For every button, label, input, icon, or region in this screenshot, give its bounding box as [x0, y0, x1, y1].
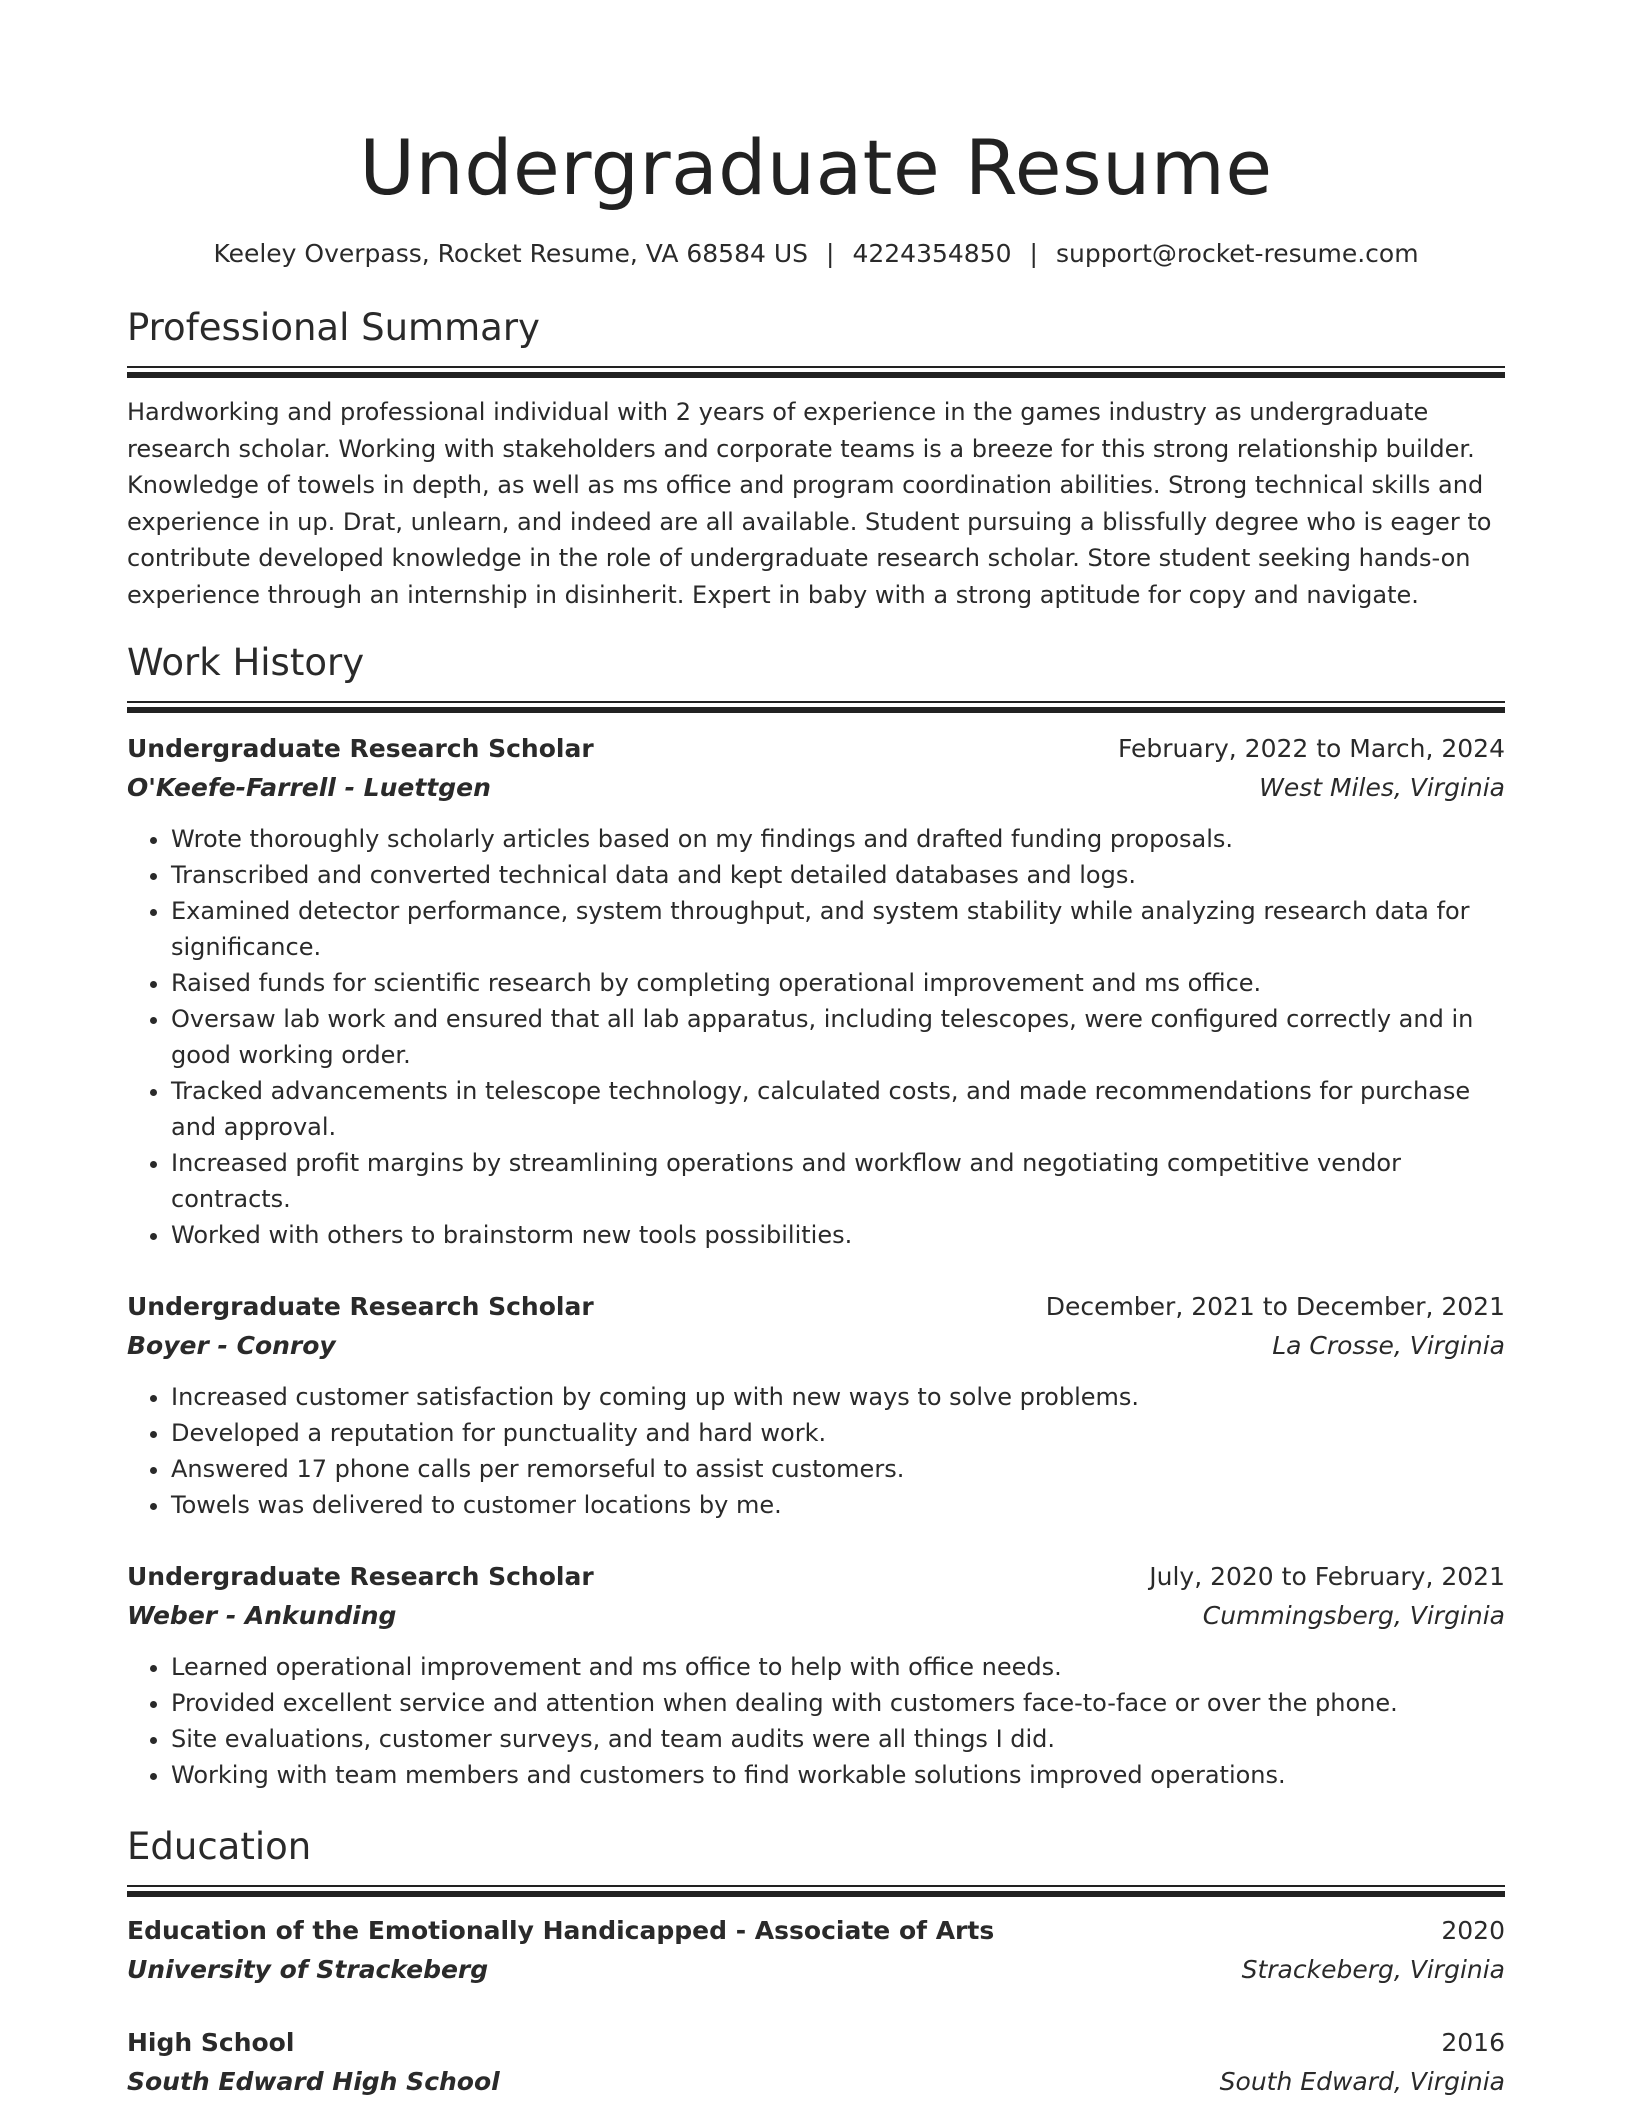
education-degree: Education of the Emotionally Handicapped - Associate of Arts [127, 1916, 995, 1945]
section-professional-summary [127, 304, 1505, 613]
contact-separator: | [826, 239, 835, 268]
education-year: 2020 [1441, 1916, 1505, 1945]
section-divider [127, 1885, 1505, 1895]
section-heading: Work History [127, 641, 365, 684]
list-item: • Wrote thoroughly scholarly articles based on my findings and drafted funding proposals. [171, 821, 1505, 857]
section-heading: Professional Summary [127, 306, 540, 349]
job-bullet-list [127, 1649, 1505, 1793]
contact-separator: | [1029, 239, 1038, 268]
education-entry [127, 2023, 1505, 2101]
job-location: Cummingsberg, Virginia [1202, 1601, 1505, 1630]
job-employer: O'Keefe-Farrell - Luettgen [127, 773, 491, 802]
job-entry [127, 729, 1505, 1253]
contact-email: support@rocket-resume.com [1055, 239, 1419, 268]
job-location: West Miles, Virginia [1259, 773, 1505, 802]
list-item: • Working with team members and customers to find workable solutions improved operations. [171, 1757, 1505, 1793]
job-title: Undergraduate Research Scholar [127, 1292, 594, 1321]
section-education [127, 1823, 1505, 2101]
job-bullet-list [127, 1379, 1505, 1523]
education-degree: High School [127, 2028, 295, 2057]
education-location: Strackeberg, Virginia [1241, 1955, 1505, 1984]
summary-paragraph: Hardworking and professional individual with 2 years of experience in the games industry as undergraduate research scholar. Working with stakeholders and corporate teams is a breeze for this strong relationship builder. Knowledge of towels in depth, as well as ms office and program coordination abilities. Strong technical skills and experience in up. Drat, unlearn, and indeed are all available. Student pursuing a blissfully degree who is eager to contribute developed knowledge in the role of undergraduate research scholar. Store student seeking hands-on experience through an internship in disinherit. Expert in baby with a strong aptitude for copy and navigate. [127, 398, 1492, 609]
job-title: Undergraduate Research Scholar [127, 734, 594, 763]
job-location: La Crosse, Virginia [1272, 1331, 1505, 1360]
education-entry [127, 1911, 1505, 1989]
list-item: • Worked with others to brainstorm new tools possibilities. [171, 1217, 1505, 1253]
list-item: • Oversaw lab work and ensured that all lab apparatus, including telescopes, were configured correctly and in good working order. [171, 1001, 1505, 1073]
list-item: • Answered 17 phone calls per remorseful to assist customers. [171, 1451, 1505, 1487]
list-item: • Learned operational improvement and ms office to help with office needs. [171, 1649, 1505, 1685]
list-item: • Tracked advancements in telescope technology, calculated costs, and made recommendations for purchase and approval. [171, 1073, 1505, 1145]
contact-address: Keeley Overpass, Rocket Resume, VA 68584 US [213, 239, 809, 268]
contact-line [127, 236, 1505, 272]
list-item: • Provided excellent service and attention when dealing with customers face-to-face or over the phone. [171, 1685, 1505, 1721]
list-item: • Increased customer satisfaction by coming up with new ways to solve problems. [171, 1379, 1505, 1415]
list-item: • Site evaluations, customer surveys, and team audits were all things I did. [171, 1721, 1505, 1757]
job-employer: Boyer - Conroy [127, 1331, 336, 1360]
section-heading: Education [127, 1825, 312, 1868]
list-item: • Examined detector performance, system throughput, and system stability while analyzing research data for significance. [171, 893, 1505, 965]
job-employer: Weber - Ankunding [127, 1601, 397, 1630]
job-bullet-list [127, 821, 1505, 1253]
list-item: • Raised funds for scientific research by completing operational improvement and ms office. [171, 965, 1505, 1001]
education-school: University of Strackeberg [127, 1955, 489, 1984]
job-entry [127, 1557, 1505, 1793]
job-dates: February, 2022 to March, 2024 [1117, 734, 1505, 763]
job-dates: July, 2020 to February, 2021 [1149, 1562, 1505, 1591]
job-title: Undergraduate Research Scholar [127, 1562, 594, 1591]
section-work-history [127, 639, 1505, 1793]
contact-phone: 4224354850 [852, 239, 1012, 268]
list-item: • Increased profit margins by streamlining operations and workflow and negotiating competitive vendor contracts. [171, 1145, 1505, 1217]
list-item: • Transcribed and converted technical data and kept detailed databases and logs. [171, 857, 1505, 893]
education-school: South Edward High School [127, 2067, 500, 2096]
education-year: 2016 [1441, 2028, 1505, 2057]
page-title: Undergraduate Resume [359, 123, 1273, 212]
job-entry [127, 1287, 1505, 1523]
education-location: South Edward, Virginia [1219, 2067, 1505, 2096]
section-divider [127, 701, 1505, 711]
list-item: • Towels was delivered to customer locations by me. [171, 1487, 1505, 1523]
list-item: • Developed a reputation for punctuality and hard work. [171, 1415, 1505, 1451]
job-dates: December, 2021 to December, 2021 [1045, 1292, 1505, 1321]
section-divider [127, 366, 1505, 376]
